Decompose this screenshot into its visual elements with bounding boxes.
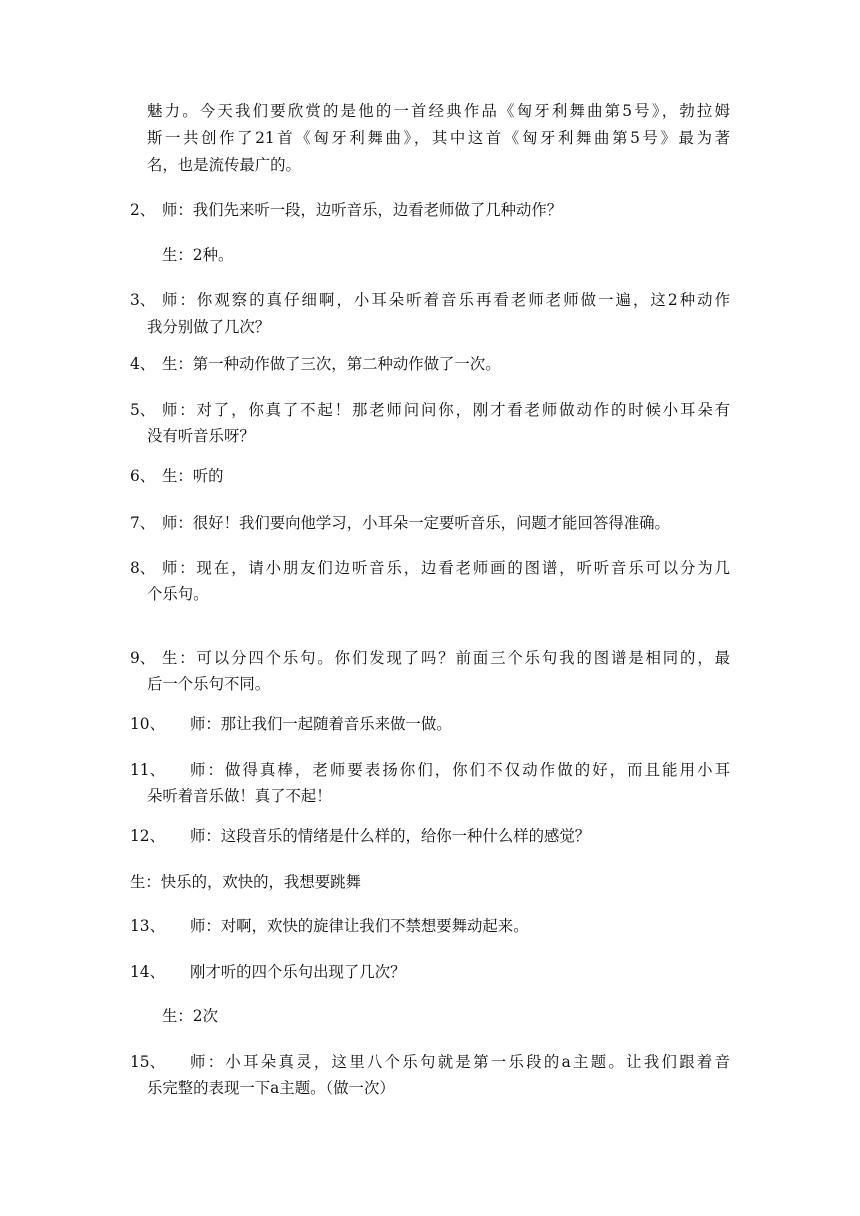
- item-number: 2、: [130, 201, 156, 219]
- item-text: 师：那让我们一起随着音乐来做一做。: [190, 715, 452, 733]
- item-text: 刚才听的四个乐句出现了几次？: [190, 963, 406, 981]
- item-number: 4、: [130, 355, 156, 373]
- item-text: 生：可以分四个乐句。你们发现了吗？前面三个乐句我的图谱是相同的，最: [162, 649, 730, 667]
- item-text-cont: 乐完整的表现一下a主题。（做一次）: [147, 1079, 395, 1097]
- student-reply: 生：2次: [162, 1007, 218, 1025]
- item-number: 10、: [130, 715, 165, 733]
- item-number: 12、: [130, 827, 165, 845]
- item-number: 5、: [130, 401, 156, 419]
- item-text: 师：这段音乐的情绪是什么样的，给你一种什么样的感觉？: [190, 827, 591, 845]
- item-number: 7、: [130, 514, 156, 532]
- item-text: 师：我们先来听一段，边听音乐，边看老师做了几种动作？: [162, 201, 563, 219]
- item-text-cont: 朵听着音乐做！真了不起！: [147, 787, 332, 805]
- item-text: 师：很好！我们要向他学习，小耳朵一定要听音乐，问题才能回答得准确。: [162, 514, 670, 532]
- item-number: 15、: [130, 1053, 165, 1071]
- item-text-cont: 后一个乐句不同。: [147, 675, 271, 693]
- item-number: 13、: [130, 917, 165, 935]
- item-number: 14、: [130, 963, 165, 981]
- item-number: 6、: [130, 467, 156, 485]
- item-text: 师：小耳朵真灵，这里八个乐句就是第一乐段的a主题。让我们跟着音: [190, 1053, 730, 1071]
- item-number: 9、: [130, 649, 156, 667]
- item-number: 3、: [130, 291, 156, 309]
- student-reply: 生：快乐的，欢快的，我想要跳舞: [130, 873, 361, 891]
- student-reply: 生：2种。: [162, 246, 234, 264]
- item-number: 11、: [130, 761, 165, 779]
- item-text: 生：第一种动作做了三次，第二种动作做了一次。: [162, 355, 501, 373]
- item-text: 师：做得真棒，老师要表扬你们，你们不仅动作做的好，而且能用小耳: [190, 761, 730, 779]
- item-text-cont: 没有听音乐呀？: [147, 427, 255, 445]
- item-text-cont: 个乐句。: [147, 585, 209, 603]
- item-number: 8、: [130, 559, 156, 577]
- item-text: 师：你观察的真仔细啊，小耳朵听着音乐再看老师老师做一遍，这2种动作: [162, 291, 730, 309]
- item-text: 师：现在，请小朋友们边听音乐，边看老师画的图谱，听听音乐可以分为几: [162, 559, 730, 577]
- item-text: 生：听的: [162, 467, 224, 485]
- item-text: 师：对了，你真了不起！那老师问问你，刚才看老师做动作的时候小耳朵有: [162, 401, 730, 419]
- item-text-cont: 我分别做了几次？: [147, 318, 271, 336]
- intro-line-2: 斯一共创作了21首《匈牙利舞曲》，其中这首《匈牙利舞曲第5号》最为著: [147, 129, 730, 147]
- intro-line-1: 魅力。今天我们要欣赏的是他的一首经典作品《匈牙利舞曲第5号》，勃拉姆: [147, 102, 730, 120]
- item-text: 师：对啊，欢快的旋律让我们不禁想要舞动起来。: [190, 917, 529, 935]
- intro-line-3: 名，也是流传最广的。: [147, 156, 301, 174]
